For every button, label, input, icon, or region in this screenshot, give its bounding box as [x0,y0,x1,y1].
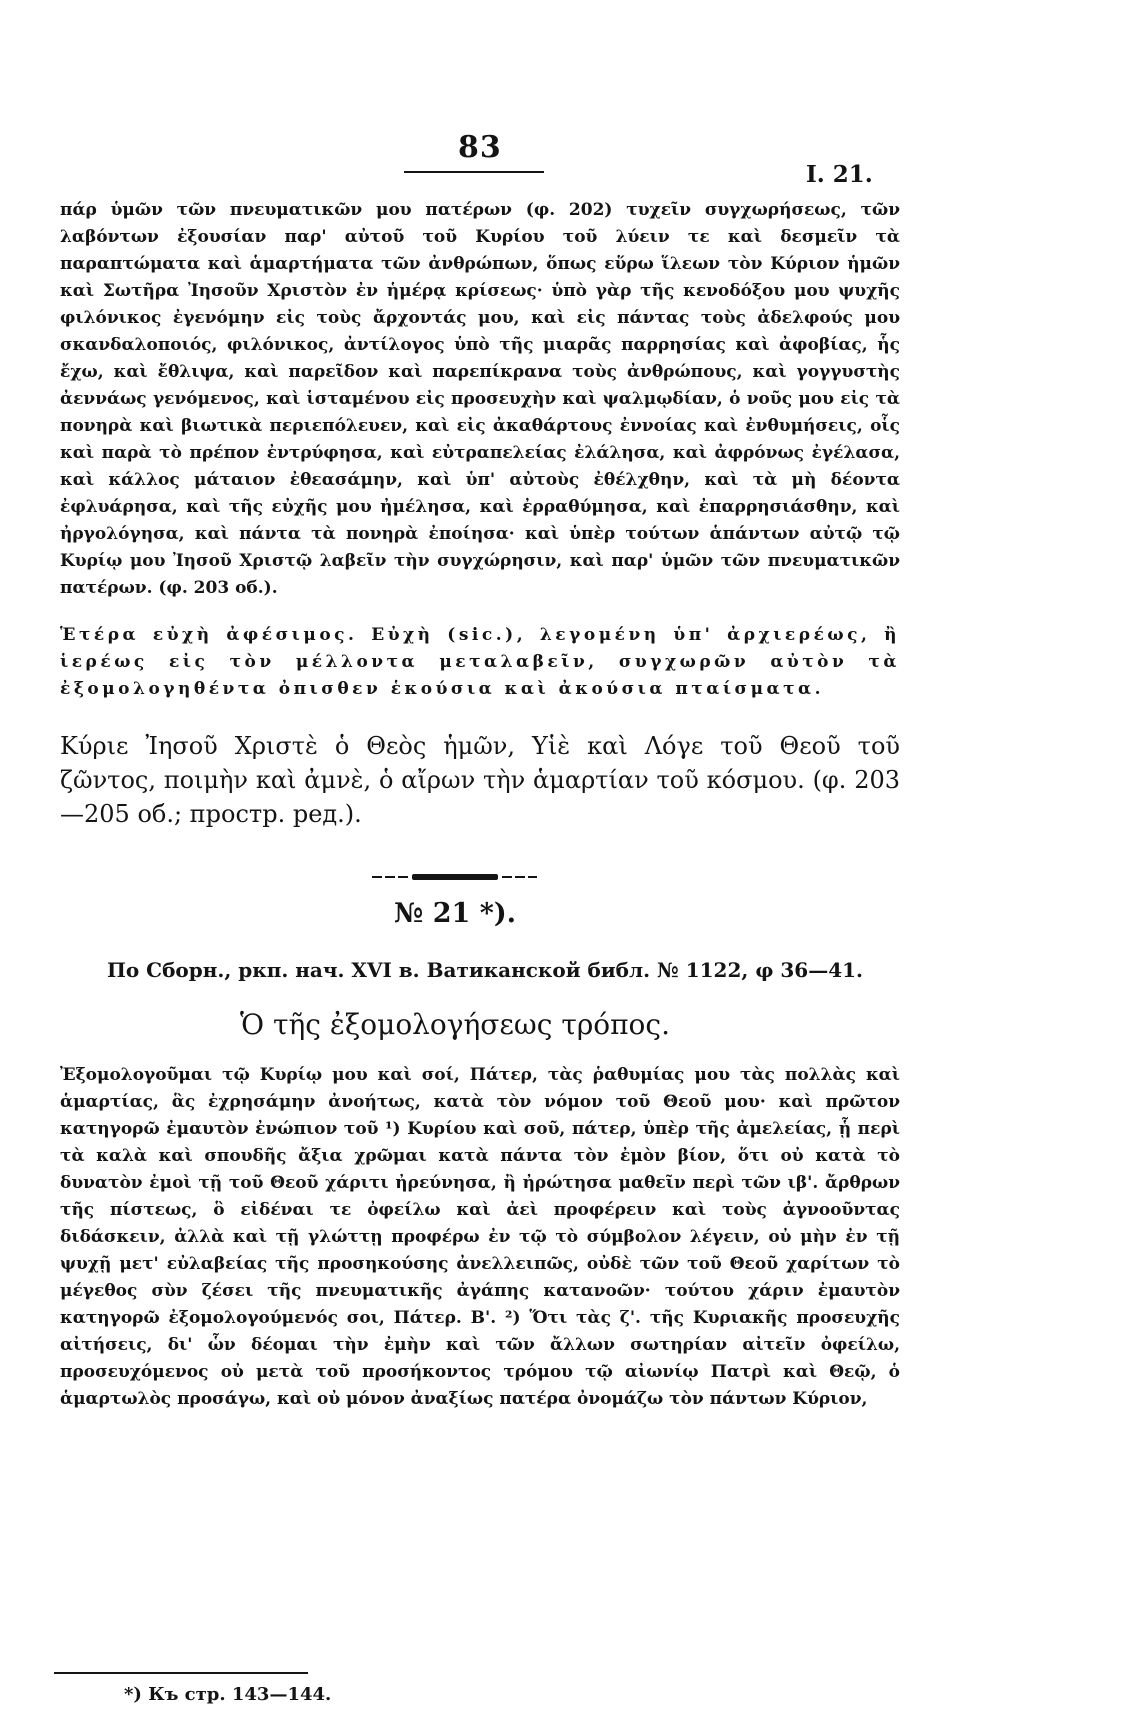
source-reference: По Сборн., ркп. нач. XVI в. Ватиканской библ. № 1122, φ 36—41. [106,958,864,982]
running-reference: I. 21. [806,161,873,188]
footnote: *) Къ стр. 143—144. [124,1684,332,1705]
prayer-intro-text: Εὐχὴ (sic.), λεγομένη ὑπ' ἀρχιερέως, ἢ ἱερέως εἰς τὸν μέλλοντα μεταλαβεῖν, συγχωρῶν αὐτὸν τὰ ἐξομολογηθέντα ὀπισθεν ἑκούσια καὶ ἀκούσια πταίσματα. [60,625,900,699]
continued-paragraph: πάρ ὑμῶν τῶν πνευματικῶν μου πατέρων (φ. 202) τυχεῖν συγχωρήσεως, τῶν λαβόντων ἐξουσίαν παρ' αὐτοῦ τοῦ Κυρίου τοῦ λύειν τε καὶ δεσμεῖν τὰ παραπτώματα καὶ ἁμαρτήματα τῶν ἀνθρώπων, ὅπως εὕρω ἵλεων τὸν Κύριον ἡμῶν καὶ Σωτῆρα Ἰησοῦν Χριστὸν ἐν ἡμέρᾳ κρίσεως· ὑπὸ γὰρ τῆς κενοδόξου μου ψυχῆς φιλόνικος ἐγενόμην εἰς τοὺς ἄρχοντάς μου, καὶ εἰς πάντας τοὺς ἀδελφούς μου σκανδαλοποιός, φιλόνικος, ἀντίλογος ὑπὸ τῆς μιαρᾶς παρρησίας καὶ ἀφοβίας, ἧς ἔχω, καὶ ἔθλιψα, καὶ παρεῖδον καὶ παρεπίκρανα τοὺς ἀνθρώπους, καὶ γογγυστὴς ἀεννάως γενόμενος, καὶ ἱσταμένου εἰς προσευχὴν καὶ ψαλμῳδίαν, ὁ νοῦς μου εἰς τὰ πονηρὰ καὶ βιωτικὰ περιεπόλευεν, καὶ εἰς ἀκαθάρτους ἐννοίας καὶ ἐνθυμήσεις, οἷς καὶ παρὰ τὸ πρέπον ἐντρύφησα, καὶ εὐτραπελείας ἐλάλησα, καὶ ἀφρόνως ἐγέλασα, καὶ κάλλος μάταιον ἐθεασάμην, καὶ ὑπ' αὐτοὺς ἐθέλχθην, καὶ τὰ μὴ δέοντα ἐφλυάρησα, καὶ τῆς εὐχῆς μου ἠμέλησα, καὶ ἐρραθύμησα, καὶ ἐπαρρησιάσθην, καὶ ἠργολόγησα, καὶ πάντα τὰ πονηρὰ ἐποίησα· καὶ ὑπὲρ τούτων ἁπάντων αὐτῷ τῷ Κυρίῳ μου Ἰησοῦ Χριστῷ λαβεῖν τὴν συγχώρησιν, καὶ παρ' ὑμῶν τῶν πνευματικῶν πατέρων. (φ. 203 об.). [60,200,900,598]
page-number-underline [404,171,544,173]
section-number: № 21 *). [393,898,516,929]
page-number: 83 [458,130,502,165]
section-title: Ὁ τῆς ἐξομολογήσεως τρόπος. [240,1008,670,1041]
page-header [0,130,1140,190]
main-paragraph: Ἐξομολογοῦμαι τῷ Κυρίῳ μου καὶ σοί, Πάτερ, τὰς ῥαθυμίας μου τὰς πολλὰς καὶ ἁμαρτίας, ἃς ἐχρησάμην ἀνοήτως, κατὰ τὸν νόμον τοῦ Θεοῦ μου· καὶ πρῶτον κατηγορῶ ἐμαυτὸν ἐνώπιον τοῦ ¹) Κυρίου καὶ σοῦ, πάτερ, ὑπὲρ τῆς ἀμελείας, ᾗ περὶ τὰ καλὰ καὶ σπουδῆς ἄξια χρῶμαι κατὰ πάντα τὸν ἐμὸν βίον, ὅτι οὐ κατὰ τὸ δυνατὸν ἐμοὶ τῇ τοῦ Θεοῦ χάριτι ἠρεύνησα, ἢ ἠρώτησα μαθεῖν περὶ τῶν ιβ'. ἄρθρων τῆς πίστεως, ὃ εἰδέναι τε ὀφείλω καὶ ἀεὶ προφέρειν καὶ τοὺς ἀγνοοῦντας διδάσκειν, ἀλλὰ καὶ τῇ γλώττῃ προφέρω ἐν τῷ τὸ σύμβολον λέγειν, οὐ μὴν ἐν τῇ ψυχῇ μετ' εὐλαβείας τῆς προσηκούσης ἀνελλειπῶς, οὐδὲ τῶν τοῦ Θεοῦ χαρίτων τὸ μέγεθος σὺν ζέσει τῆς πνευματικῆς ἀγάπης κατανοῶν· τούτου χάριν ἐμαυτὸν κατηγορῶ ἐξομολογούμενός σοι, Πάτερ. Β'. ²) Ὅτι τὰς ζ'. τῆς Κυριακῆς προσευχῆς αἰτήσεις, δι' ὧν δέομαι τὴν ἐμὴν καὶ τῶν ἄλλων σωτηρίαν αἰτεῖν ὀφείλω, προσευχόμενος οὐ μετὰ τοῦ προσήκοντος τρόμου τῷ αἰωνίῳ Πατρὶ καὶ Θεῷ, ὁ ἁμαρτωλὸς προσάγω, καὶ οὐ μόνον ἀναξίως πατέρα ὀνομάζω τὸν πάντων Κύριον, [60,1065,900,1409]
section-divider-ornament [372,874,537,880]
prayer-intro-paragraph [60,622,900,703]
prayer-intro-title: Ἑτέρα εὐχὴ ἀφέσιμος. [60,625,358,645]
prayer-text: Κύριε Ἰησοῦ Χριστὲ ὁ Θεὸς ἡμῶν, Υἱὲ καὶ Λόγε τοῦ Θεοῦ τοῦ ζῶντος, ποιμὴν καὶ ἀμνὲ, ὁ αἴρων τὴν ἁμαρτίαν τοῦ κόσμου. (φ. 203—205 об.; простр. ред.). [60,732,900,828]
footnote-rule [54,1672,308,1674]
